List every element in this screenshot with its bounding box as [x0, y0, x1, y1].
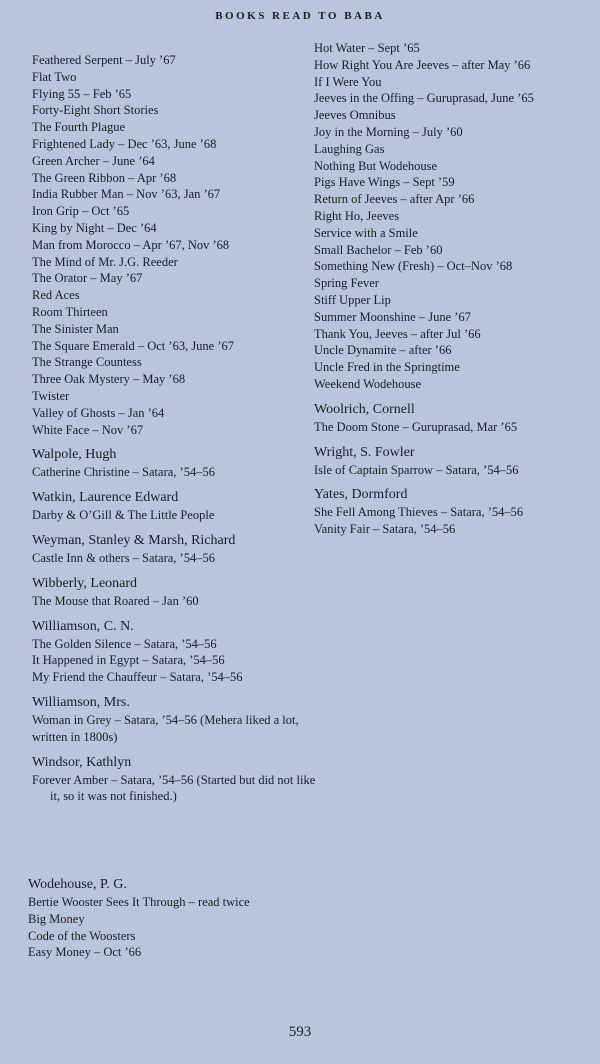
- list-item: Small Bachelor – Feb ’60: [314, 242, 443, 257]
- list-item: India Rubber Man – Nov ’63, Jan ’67: [32, 187, 221, 202]
- list-item: The Mind of Mr. J.G. Reeder: [32, 254, 178, 269]
- list-item: If I Were You: [314, 74, 382, 89]
- list-item: The Orator – May ’67: [32, 271, 143, 286]
- right-column: [314, 40, 594, 538]
- list-item: Uncle Fred in the Springtime: [314, 360, 460, 375]
- list-item: Hot Water – Sept ’65: [314, 41, 420, 55]
- list-item: Green Archer – June ’64: [32, 153, 155, 168]
- list-item: The Fourth Plague: [32, 120, 126, 135]
- list-item: Darby & O’Gill & The Little People: [32, 508, 215, 523]
- author-group-watkin: [32, 489, 322, 524]
- list-item: Castle Inn & others – Satara, ’54–56: [32, 550, 215, 565]
- list-item: The Square Emerald – Oct ’63, June ’67: [32, 338, 235, 353]
- list-item: Right Ho, Jeeves: [314, 208, 400, 223]
- right-top-list: [314, 40, 594, 393]
- list-item: The Green Ribbon – Apr ’68: [32, 170, 177, 185]
- list-item: Three Oak Mystery – May ’68: [32, 372, 186, 387]
- author-name: Weyman, Stanley & Marsh, Richard: [32, 532, 236, 548]
- list-item: Red Aces: [32, 288, 80, 303]
- author-name: Woolrich, Cornell: [314, 401, 415, 417]
- list-item: Flying 55 – Feb ’65: [32, 86, 132, 101]
- list-item: Jeeves Omnibus: [314, 108, 396, 123]
- list-item: Valley of Ghosts – Jan ’64: [32, 405, 165, 420]
- page-title: BOOKS READ TO BABA: [215, 10, 385, 22]
- list-item: Weekend Wodehouse: [314, 376, 422, 391]
- list-item: Service with a Smile: [314, 225, 418, 240]
- author-name: Windsor, Kathlyn: [32, 754, 132, 770]
- list-item: Code of the Woosters: [28, 928, 136, 943]
- left-column-bottom: [28, 868, 328, 961]
- author-group-wibberly: [32, 575, 322, 610]
- author-group-woolrich: [314, 401, 594, 436]
- list-item: Bertie Wooster Sees It Through – read twice: [28, 895, 250, 909]
- list-item: Joy in the Morning – July ’60: [314, 124, 463, 139]
- author-group-williamson-mrs: [32, 694, 322, 746]
- list-item: Spring Fever: [314, 276, 379, 291]
- list-item: Forty-Eight Short Stories: [32, 103, 159, 118]
- author-name: Wibberly, Leonard: [32, 575, 138, 591]
- list-item: Room Thirteen: [32, 304, 108, 319]
- list-item: Iron Grip – Oct ’65: [32, 204, 130, 219]
- list-item: White Face – Nov ’67: [32, 422, 144, 437]
- list-item: Pigs Have Wings – Sept ’59: [314, 175, 455, 190]
- author-name: Wodehouse, P. G.: [28, 877, 127, 892]
- page-number: 593: [288, 1024, 312, 1040]
- author-group-windsor: [32, 754, 322, 806]
- list-item: Woman in Grey – Satara, ’54–56 (Mehera liked a lot, written in 1800s): [32, 712, 299, 744]
- list-item: The Strange Countess: [32, 355, 142, 370]
- author-group-walpole: [32, 446, 322, 481]
- list-item: The Sinister Man: [32, 321, 119, 336]
- list-item: Laughing Gas: [314, 141, 385, 156]
- list-item: Thank You, Jeeves – after Jul ’66: [314, 326, 481, 341]
- list-item: Forever Amber – Satara, ’54–56 (Started but did not like it, so it was not finished.): [32, 772, 316, 804]
- list-item: Flat Two: [32, 69, 77, 84]
- list-item: She Fell Among Thieves – Satara, ’54–56: [314, 505, 524, 520]
- list-item: My Friend the Chauffeur – Satara, ’54–56: [32, 670, 243, 685]
- author-group-wright: [314, 444, 594, 479]
- author-name: Walpole, Hugh: [32, 447, 117, 463]
- list-item: King by Night – Dec ’64: [32, 220, 157, 235]
- list-item: Nothing But Wodehouse: [314, 158, 438, 173]
- author-group-weyman: [32, 532, 322, 567]
- list-item: Return of Jeeves – after Apr ’66: [314, 192, 475, 207]
- author-group-yates: [314, 486, 594, 538]
- author-group-wodehouse: [28, 876, 328, 961]
- left-top-list: [32, 52, 322, 438]
- author-name: Williamson, Mrs.: [32, 694, 130, 710]
- list-item: Uncle Dynamite – after ’66: [314, 343, 452, 358]
- list-item: Stiff Upper Lip: [314, 292, 391, 307]
- left-column: [32, 52, 322, 805]
- author-name: Yates, Dormford: [314, 487, 408, 503]
- list-item: Twister: [32, 388, 70, 403]
- list-item: The Doom Stone – Guruprasad, Mar ’65: [314, 419, 518, 434]
- author-name: Watkin, Laurence Edward: [32, 490, 179, 506]
- list-item: How Right You Are Jeeves – after May ’66: [314, 57, 531, 72]
- list-item: Jeeves in the Offing – Guruprasad, June ’65: [314, 91, 534, 106]
- author-name: Williamson, C. N.: [32, 618, 134, 634]
- list-item: Something New (Fresh) – Oct–Nov ’68: [314, 259, 513, 274]
- list-item: Feathered Serpent – July ’67: [32, 53, 176, 67]
- list-item: It Happened in Egypt – Satara, ’54–56: [32, 653, 225, 668]
- list-item: Man from Morocco – Apr ’67, Nov ’68: [32, 237, 230, 252]
- list-item: Big Money: [28, 911, 85, 926]
- author-name: Wright, S. Fowler: [314, 444, 415, 460]
- list-item: The Mouse that Roared – Jan ’60: [32, 593, 199, 608]
- list-item: Catherine Christine – Satara, ’54–56: [32, 465, 215, 480]
- author-group-williamson-cn: [32, 618, 322, 686]
- list-item: Frightened Lady – Dec ’63, June ’68: [32, 136, 217, 151]
- list-item: Easy Money – Oct ’66: [28, 945, 142, 960]
- list-item: Isle of Captain Sparrow – Satara, ’54–56: [314, 462, 519, 477]
- list-item: Summer Moonshine – June ’67: [314, 309, 471, 324]
- list-item: Vanity Fair – Satara, ’54–56: [314, 522, 456, 537]
- list-item: The Golden Silence – Satara, ’54–56: [32, 636, 217, 651]
